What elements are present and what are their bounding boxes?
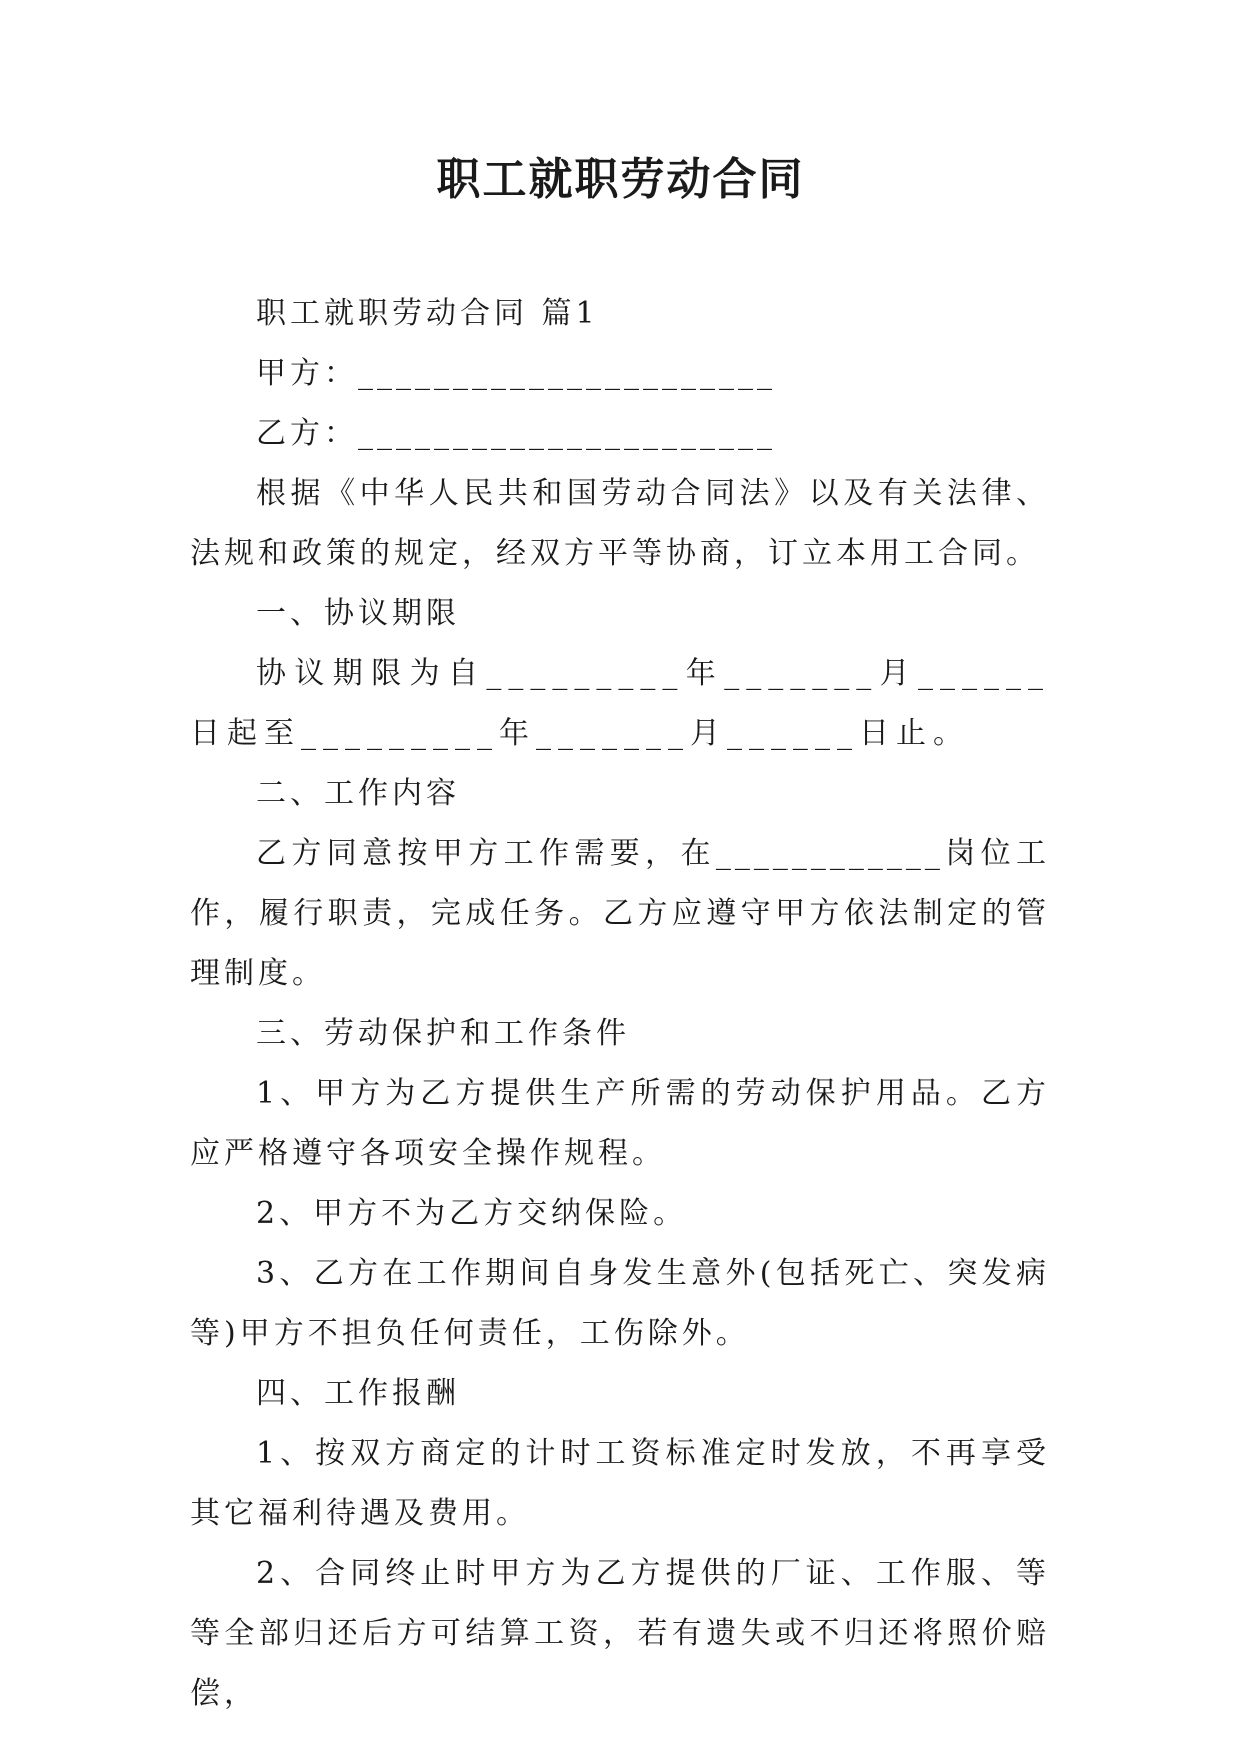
clause-heading: 一、协议期限	[256, 596, 460, 631]
protection-item-3: 3、乙方在工作期间自身发生意外(包括死亡、突发病等)甲方不担负任何责任，工伤除外。	[190, 1256, 1050, 1351]
protection-item-2: 2、甲方不为乙方交纳保险。	[256, 1196, 688, 1231]
preamble-paragraph: 根据《中华人民共和国劳动合同法》以及有关法律、法规和政策的规定，经双方平等协商，订立本用工合同。	[190, 476, 1050, 571]
work-content-paragraph: 乙方同意按甲方工作需要，在____________岗位工作，履行职责，完成任务。乙方应遵守甲方依法制定的管理制度。	[190, 836, 1050, 991]
document-title: 职工就职劳动合同	[436, 154, 805, 205]
clause-heading: 四、工作报酬	[256, 1376, 460, 1411]
section-heading: 职工就职劳动合同 篇1	[256, 296, 599, 331]
document-body	[190, 284, 1050, 1724]
term-paragraph: 协议期限为自_________年_______月______日起至_________年_______月______日止。	[190, 656, 1050, 751]
protection-item-1: 1、甲方为乙方提供生产所需的劳动保护用品。乙方应严格遵守各项安全操作规程。	[190, 1076, 1050, 1171]
clause-heading: 二、工作内容	[256, 776, 460, 811]
pay-item-2: 2、合同终止时甲方为乙方提供的厂证、工作服、等等全部归还后方可结算工资，若有遗失或不归还将照价赔偿，	[190, 1556, 1050, 1711]
party-a-line: 甲方：______________________	[256, 356, 776, 391]
party-b-line: 乙方：______________________	[256, 416, 776, 451]
pay-item-1: 1、按双方商定的计时工资标准定时发放，不再享受其它福利待遇及费用。	[190, 1436, 1050, 1531]
clause-heading: 三、劳动保护和工作条件	[256, 1016, 630, 1051]
